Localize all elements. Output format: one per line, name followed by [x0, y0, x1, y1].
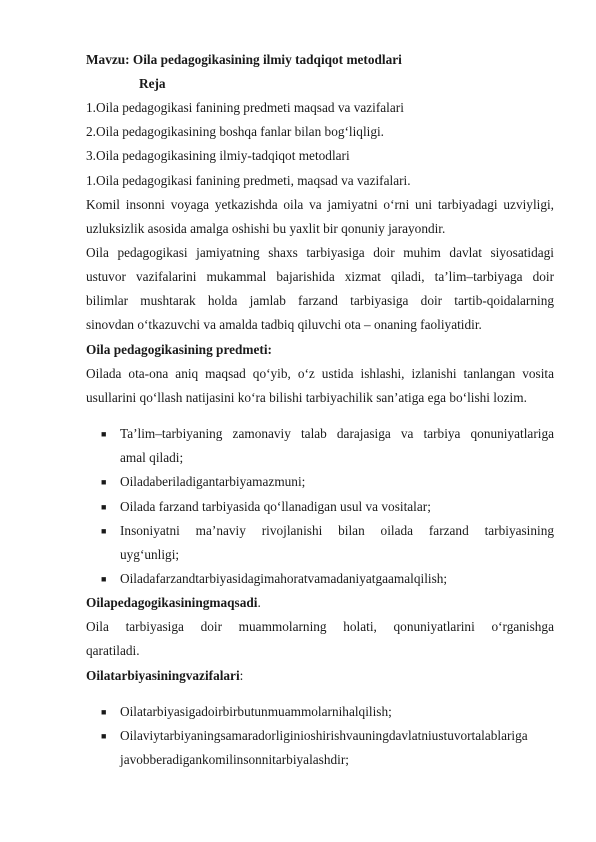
maqsad-heading: Oilapedagogikasiningmaqsadi: [86, 595, 258, 610]
bullet-icon: ■: [101, 477, 107, 487]
plan-item: 2.Oila pedagogikasining boshqa fanlar bilan bog‘liqligi.: [86, 124, 385, 139]
paragraph-line: bilimlar mushtarak holda jamlab farzand tarbiyasiga doir tartib-qoidalarning: [86, 293, 554, 308]
list-item: Oilaviytarbiyaningsamaradorliginioshirishvauningdavlatniustuvortalablariga: [120, 728, 528, 743]
section-heading: 1.Oila pedagogikasi fanining predmeti, maqsad va vazifalari.: [86, 173, 411, 188]
vazifa-heading-line: [86, 668, 554, 684]
list-item: Oiladaberiladigantarbiyamazmuni;: [120, 474, 306, 489]
bullet-icon: ■: [101, 731, 107, 741]
document-title: Mavzu: Oila pedagogikasining ilmiy tadqiqot metodlari: [86, 52, 402, 67]
list-item-continuation: uyg‘unligi;: [120, 547, 180, 562]
paragraph-line: Oila tarbiyasiga doir muammolarning holati, qonuniyatlarini o‘rganishga: [86, 619, 554, 634]
paragraph-line: sinovdan o‘tkazuvchi va amalda tadbiq qiluvchi ota – onaning faoliyatidir.: [86, 317, 482, 332]
plan-item: 3.Oila pedagogikasining ilmiy-tadqiqot metodlari: [86, 148, 350, 163]
paragraph-line: Oilada ota-ona aniq maqsad qo‘yib, o‘z ustida ishlashi, izlanishi tanlangan vosita: [86, 366, 554, 381]
list-item: Oilatarbiyasigadoirbirbutunmuammolarnihalqilish;: [120, 704, 392, 719]
list-item: Oiladafarzandtarbiyasidagimahoratvamadaniyatgaamalqilish;: [120, 571, 448, 586]
vazifa-punct: :: [239, 668, 244, 683]
bullet-icon: ■: [101, 502, 107, 512]
list-item: Ta’lim–tarbiyaning zamonaviy talab darajasiga va tarbiya qonuniyatlariga: [120, 426, 554, 441]
paragraph-line: qaratiladi.: [86, 643, 140, 658]
list-item: Oilada farzand tarbiyasida qo‘llanadigan usul va vositalar;: [120, 499, 431, 514]
maqsad-punct: .: [257, 595, 261, 610]
paragraph-line: usullarini qo‘llash natijasini ko‘ra bilishi tarbiyachilik san’atiga ega bo‘lishi lozim.: [86, 390, 527, 405]
plan-label: Reja: [139, 76, 166, 91]
bullet-icon: ■: [101, 526, 107, 536]
list-item-continuation: amal qiladi;: [120, 450, 184, 465]
paragraph-line: Komil insonni voyaga yetkazishda oila va jamiyatni o‘rni uni tarbiyadagi uzviyligi,: [86, 197, 554, 212]
paragraph-line: Oila pedagogikasi jamiyatning shaxs tarbiyasiga doir muhim davlat siyosatidagi: [86, 245, 554, 260]
plan-item: 1.Oila pedagogikasi fanining predmeti maqsad va vazifalari: [86, 100, 404, 115]
bullet-icon: ■: [101, 707, 107, 717]
predmet-heading: Oila pedagogikasining predmeti:: [86, 342, 272, 357]
list-item: Insoniyatni ma’naviy rivojlanishi bilan oilada farzand tarbiyasining: [120, 523, 554, 538]
list-item-continuation: javobberadigankomilinsonnitarbiyalashdir;: [120, 752, 349, 767]
maqsad-heading-line: [86, 595, 554, 611]
paragraph-line: uzluksizlik asosida amalga oshishi bu yaxlit bir qonuniy jarayondir.: [86, 221, 446, 236]
bullet-icon: ■: [101, 429, 107, 439]
paragraph-line: ustuvor vazifalarini mukammal bajarishida xizmat qiladi, ta’lim–tarbiyaga doir: [86, 269, 554, 284]
bullet-icon: ■: [101, 574, 107, 584]
vazifa-heading: Oilatarbiyasiningvazifalari: [86, 668, 240, 683]
